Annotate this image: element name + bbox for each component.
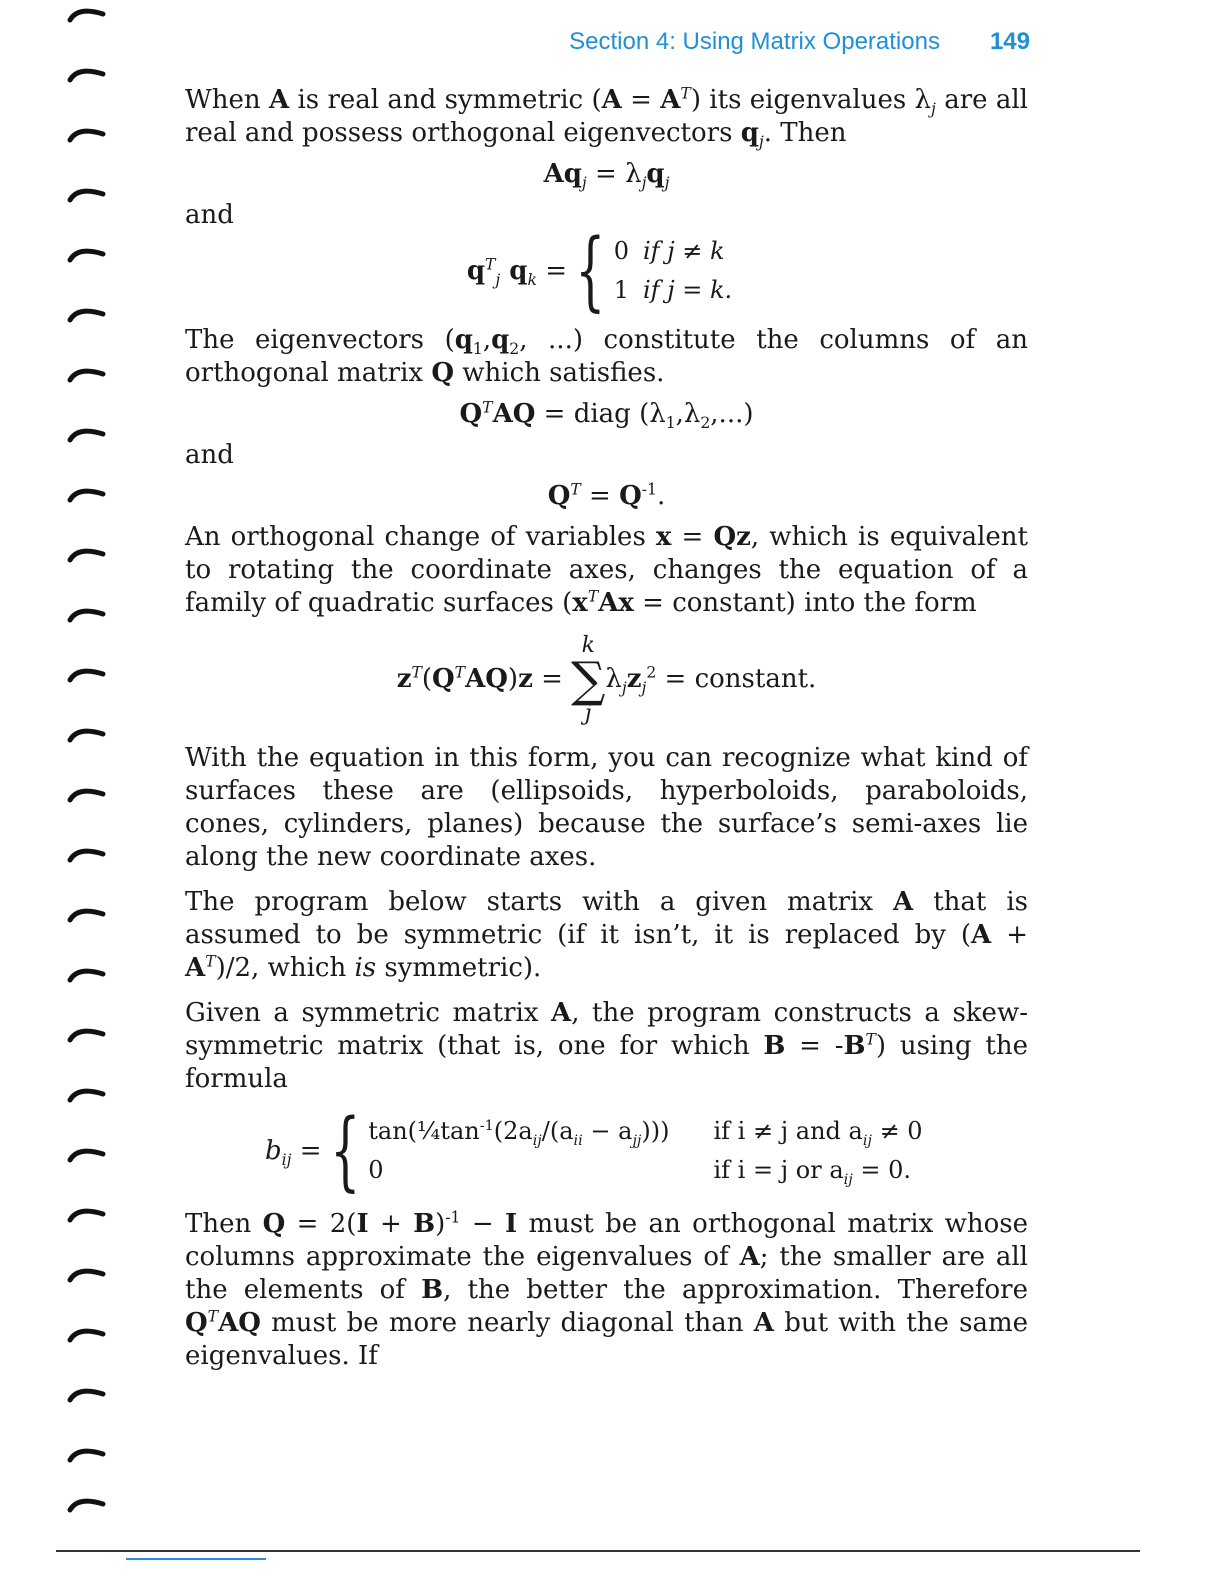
paragraph-5: The program below starts with a given matrix A that is assumed to be symmetric (if it isn’t, it is replaced by $(A + A^T)/2$, which is symmetric). [185, 887, 1028, 983]
connector-and-2: and [185, 440, 234, 470]
equation-quadratic-form: $z^T(Q^TAQ)z$ = k ∑ j $\lambda_jz_j^2$ = constant. [396, 633, 817, 726]
page-body [185, 84, 1028, 1373]
binding-spiral [58, 0, 118, 1584]
paragraph-7: Then $Q = 2(I + B)^{-1} - I$ must be an orthogonal matrix whose columns approximate the eigenvalues of A; the smaller are all the elements of B, the better the approximation. Therefore $Q^TAQ$ must be more nearly diagonal than A but with the same eigenvalues. If [185, 1208, 1028, 1371]
connector-and-1: and [185, 200, 234, 230]
page-bottom-rule [56, 1550, 1140, 1552]
equation-orthogonality: $q^T_j$ $q_k$ = { 0 if j ≠ k 1 if j = k. [466, 221, 733, 321]
equation-eigen: $Aq_j = \lambda_jq_j$ [543, 159, 670, 193]
running-header [0, 28, 1030, 56]
paragraph-2: The eigenvectors ($q_1,q_2$, ...) constitute the columns of an orthogonal matrix Q which satisfies. [185, 325, 1028, 388]
equation-inverse: $Q^T = Q^{-1}$. [547, 480, 666, 511]
paragraph-3: An orthogonal change of variables x = Qz, which is equivalent to rotating the coordinate axes, changes the equation of a family of quadratic surfaces ($x^TAx$ = constant) into the form [185, 522, 1028, 618]
page-number: 149 [989, 28, 1030, 55]
paragraph-1: When A is real and symmetric $(A = A^T)$ its eigenvalues $\lambda_j$ are all real and possess orthogonal eigenvectors $q_j$. Then [185, 84, 1028, 152]
equation-diagonal: $Q^TAQ$ = diag $(\lambda_1,\lambda_2,...)$ [459, 398, 754, 433]
equation-skew-formula: $b_{ij}$ = { $\tan(\frac{1}{4}\tan^{-1}(2a_{ij}/(a_{ii} - a_{jj})))$ if i ≠ j and $a_{ij} \ne 0$ 0 if i = j or $a_{ij} = 0$. [265, 1101, 923, 1201]
page-bottom-accent [126, 1558, 266, 1560]
paragraph-6: Given a symmetric matrix A, the program constructs a skew-symmetric matrix (that is, one for which $B = -B^T$) using the formula [185, 998, 1028, 1094]
section-title: Section 4: Using Matrix Operations [569, 28, 940, 55]
paragraph-4: With the equation in this form, you can recognize what kind of surfaces these are (ellipsoids, hyperboloids, paraboloids, cones, cylinders, planes) because the surface’s semi-axes lie along the new coordinate axes. [185, 743, 1028, 872]
